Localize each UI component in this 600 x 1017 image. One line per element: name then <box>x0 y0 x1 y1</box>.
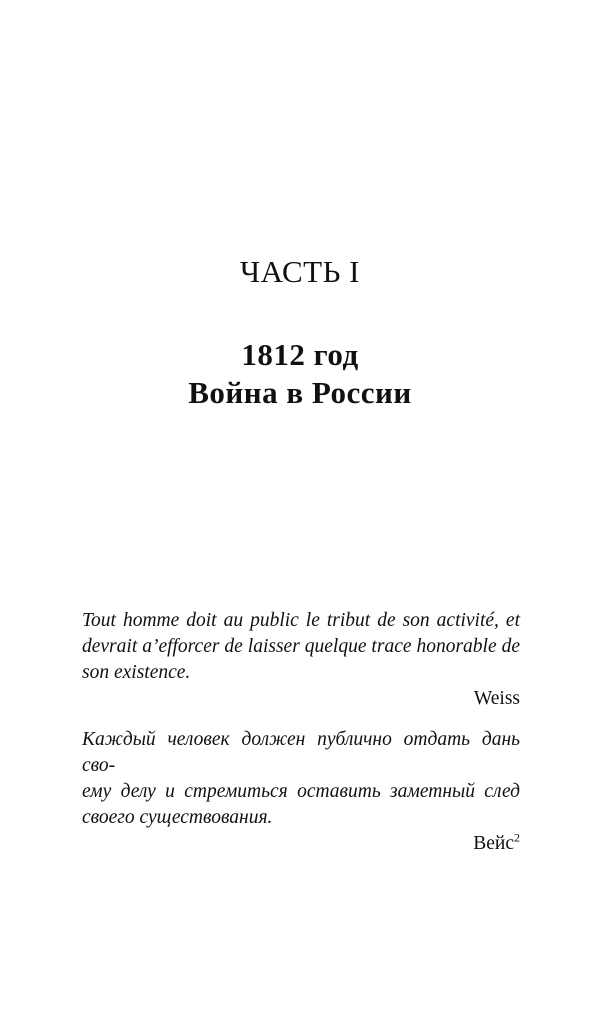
epigraph-line: devrait a’efforcer de laisser quelque trace honorable de <box>82 636 520 657</box>
chapter-title-subtitle: Война в России <box>188 375 412 410</box>
epigraph-line: своего существования. <box>82 807 273 828</box>
footnote-marker: 2 <box>514 830 520 845</box>
epigraph-french-author <box>82 686 520 712</box>
epigraph-french-quote <box>82 608 520 686</box>
epigraph-author-name: Weiss <box>473 688 520 709</box>
epigraph-russian-author <box>82 831 520 857</box>
epigraph-author-name: Вейс <box>473 833 514 854</box>
part-title: ЧАСТЬ I <box>240 254 360 289</box>
chapter-title-year: 1812 год <box>241 337 359 372</box>
epigraph-french <box>82 608 520 712</box>
epigraph-line: Tout homme doit au public le tribut de son activité, et <box>82 610 520 631</box>
epigraph-line: Каждый человек должен публично отдать дань сво- <box>82 729 520 776</box>
epigraph-line: son existence. <box>82 662 191 683</box>
epigraph-russian <box>82 727 520 857</box>
chapter-title <box>0 336 600 412</box>
epigraph-russian-quote <box>82 727 520 831</box>
epigraph-line: ему делу и стремиться оставить заметный след <box>82 781 520 802</box>
